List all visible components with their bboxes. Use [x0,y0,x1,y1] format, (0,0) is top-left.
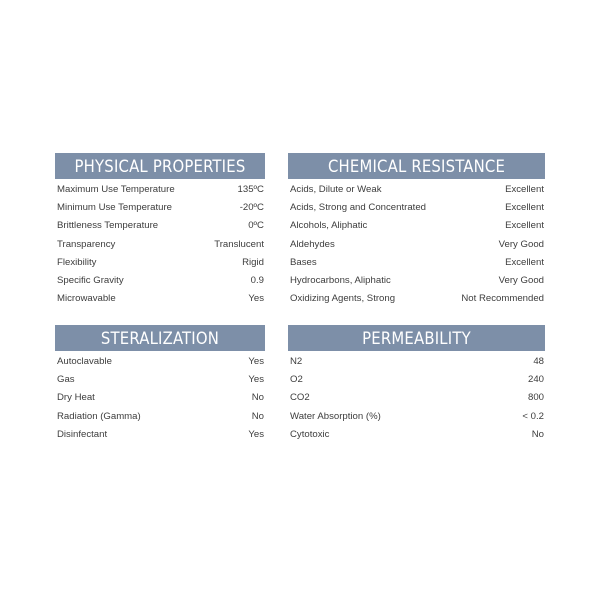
property-value: 800 [527,392,544,404]
table-row [55,425,265,443]
property-label: N2 [290,355,303,367]
table-row [55,253,265,271]
property-label: Minimum Use Temperature [57,201,172,213]
chemical-resistance-title: CHEMICAL RESISTANCE [288,153,545,179]
sterilization-list [55,352,265,443]
property-value: -20ºC [239,201,264,213]
table-row [288,198,545,216]
property-value: 0ºC [248,220,264,232]
property-label: Microwavable [57,293,116,305]
property-label: Flexibility [57,256,97,268]
property-label: Hydrocarbons, Aliphatic [290,275,391,287]
table-row [288,235,545,253]
permeability-panel [288,325,545,443]
property-label: Radiation (Gamma) [57,410,141,422]
table-row [55,352,265,370]
property-label: CO2 [290,392,310,404]
physical-properties-list [55,180,265,308]
table-row [288,389,545,407]
property-value: Translucent [214,238,264,250]
property-value: Excellent [505,183,544,195]
physical-properties-panel [55,153,265,308]
property-label: O2 [290,373,303,385]
physical-properties-title: PHYSICAL PROPERTIES [55,153,265,179]
property-value: Excellent [505,220,544,232]
sterilization-panel [55,325,265,443]
property-value: 135ºC [237,183,264,195]
property-value: 240 [527,373,544,385]
property-value: 48 [533,355,544,367]
property-label: Disinfectant [57,428,108,440]
table-row [55,370,265,388]
table-row [288,425,545,443]
table-row [288,407,545,425]
table-row [55,217,265,235]
property-label: Acids, Strong and Concentrated [290,201,426,213]
property-label: Oxidizing Agents, Strong [290,293,396,305]
table-row [55,407,265,425]
property-value: No [251,410,264,422]
property-value: Yes [248,428,264,440]
property-value: No [531,428,544,440]
table-row [288,290,545,308]
property-label: Cytotoxic [290,428,330,440]
property-label: Brittleness Temperature [57,220,159,232]
property-value: Very Good [498,238,544,250]
property-label: Alcohols, Aliphatic [290,220,368,232]
property-value: Rigid [242,256,264,268]
table-row [288,217,545,235]
table-row [55,389,265,407]
table-row [288,180,545,198]
property-label: Autoclavable [57,355,112,367]
chemical-resistance-list [288,180,545,308]
property-value: Excellent [505,201,544,213]
sterilization-title: STERALIZATION [55,325,265,351]
table-row [288,352,545,370]
table-row [288,271,545,289]
property-value: Not Recommended [461,293,544,305]
property-label: Bases [290,256,317,268]
table-row [55,235,265,253]
property-value: 0.9 [250,275,264,287]
property-label: Water Absorption (%) [290,410,381,422]
permeability-title: PERMEABILITY [288,325,545,351]
permeability-list [288,352,545,443]
property-value: Yes [248,373,264,385]
table-row [55,180,265,198]
property-value: No [251,392,264,404]
property-label: Dry Heat [57,392,95,404]
property-label: Maximum Use Temperature [57,183,175,195]
chemical-resistance-panel [288,153,545,308]
table-row [55,271,265,289]
property-value: Yes [248,355,264,367]
property-label: Specific Gravity [57,275,124,287]
property-label: Acids, Dilute or Weak [290,183,382,195]
property-label: Gas [57,373,75,385]
table-row [288,370,545,388]
property-label: Aldehydes [290,238,335,250]
table-row [55,290,265,308]
property-value: Very Good [498,275,544,287]
table-row [55,198,265,216]
property-value: Excellent [505,256,544,268]
property-value: < 0.2 [522,410,544,422]
table-row [288,253,545,271]
property-value: Yes [248,293,264,305]
property-label: Transparency [57,238,116,250]
